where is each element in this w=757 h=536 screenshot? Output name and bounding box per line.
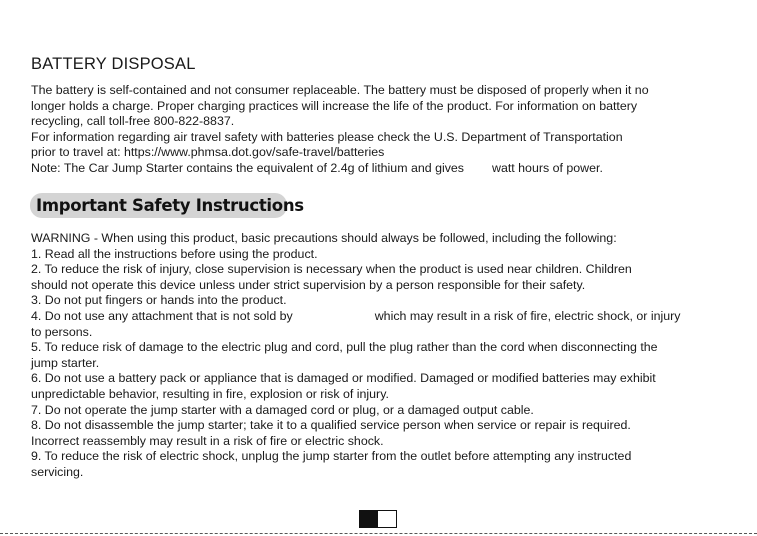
list-item: 2. To reduce the risk of injury, close supervision is necessary when the product is used near children. Children bbox=[31, 262, 632, 277]
list-item: 9. To reduce the risk of electric shock, unplug the jump starter from the outlet before attempting any instructed bbox=[31, 449, 632, 464]
battery-disposal-heading: BATTERY DISPOSAL bbox=[31, 55, 196, 73]
list-item-continuation: unpredictable behavior, resulting in fire, explosion or risk of injury. bbox=[31, 386, 389, 401]
note-text-before: Note: The Car Jump Starter contains the equivalent of 2.4g of lithium and gives bbox=[31, 160, 464, 175]
paragraph-line: longer holds a charge. Proper charging practices will increase the life of the product. For information on battery bbox=[31, 98, 638, 113]
list-item: 8. Do not disassemble the jump starter; take it to a qualified service person when service or repair is required. bbox=[31, 418, 631, 433]
safety-heading: Important Safety Instructions bbox=[36, 196, 304, 215]
list-item-continuation: servicing. bbox=[31, 464, 84, 479]
paragraph-line: prior to travel at: https://www.phmsa.dot.gov/safe-travel/batteries bbox=[31, 145, 385, 160]
paragraph-line: recycling, call toll-free 800-822-8837. bbox=[31, 114, 235, 129]
list-item: 7. Do not operate the jump starter with a damaged cord or plug, or a damaged output cable. bbox=[31, 402, 534, 417]
note-text-after: watt hours of power. bbox=[492, 160, 603, 175]
list-item: 6. Do not use a battery pack or appliance that is damaged or modified. Damaged or modified batteries may exhibit bbox=[31, 371, 656, 386]
paragraph-line: The battery is self-contained and not consumer replaceable. The battery must be disposed of properly when it no bbox=[31, 83, 649, 97]
list-item: 1. Read all the instructions before using the product. bbox=[31, 246, 318, 261]
list-item: 3. Do not put fingers or hands into the product. bbox=[31, 293, 287, 308]
list-item bbox=[31, 309, 731, 325]
paragraph-line: For information regarding air travel safety with batteries please check the U.S. Department of Transportation bbox=[31, 129, 623, 144]
list-item-continuation: to persons. bbox=[31, 324, 93, 339]
page-number-marker bbox=[359, 510, 397, 528]
item4-text-after: which may result in a risk of fire, electric shock, or injury bbox=[374, 308, 681, 323]
battery-note bbox=[31, 161, 731, 177]
bottom-dashed-rule bbox=[0, 533, 757, 534]
list-item: 5. To reduce risk of damage to the electric plug and cord, pull the plug rather than the cord when disconnecting the bbox=[31, 340, 658, 355]
list-item-continuation: Incorrect reassembly may result in a risk of fire or electric shock. bbox=[31, 433, 384, 448]
page-marker-fill bbox=[360, 511, 378, 527]
warning-text: WARNING - When using this product, basic precautions should always be followed, including the following: bbox=[31, 231, 617, 245]
safety-heading-banner bbox=[30, 193, 304, 218]
list-item-continuation: jump starter. bbox=[31, 355, 100, 370]
item4-text-before: 4. Do not use any attachment that is not sold by bbox=[31, 308, 293, 323]
battery-disposal-paragraph bbox=[31, 83, 731, 177]
list-item-continuation: should not operate this device unless under strict supervision by a person responsible for their safety. bbox=[31, 277, 586, 292]
safety-instructions-list bbox=[31, 231, 731, 481]
